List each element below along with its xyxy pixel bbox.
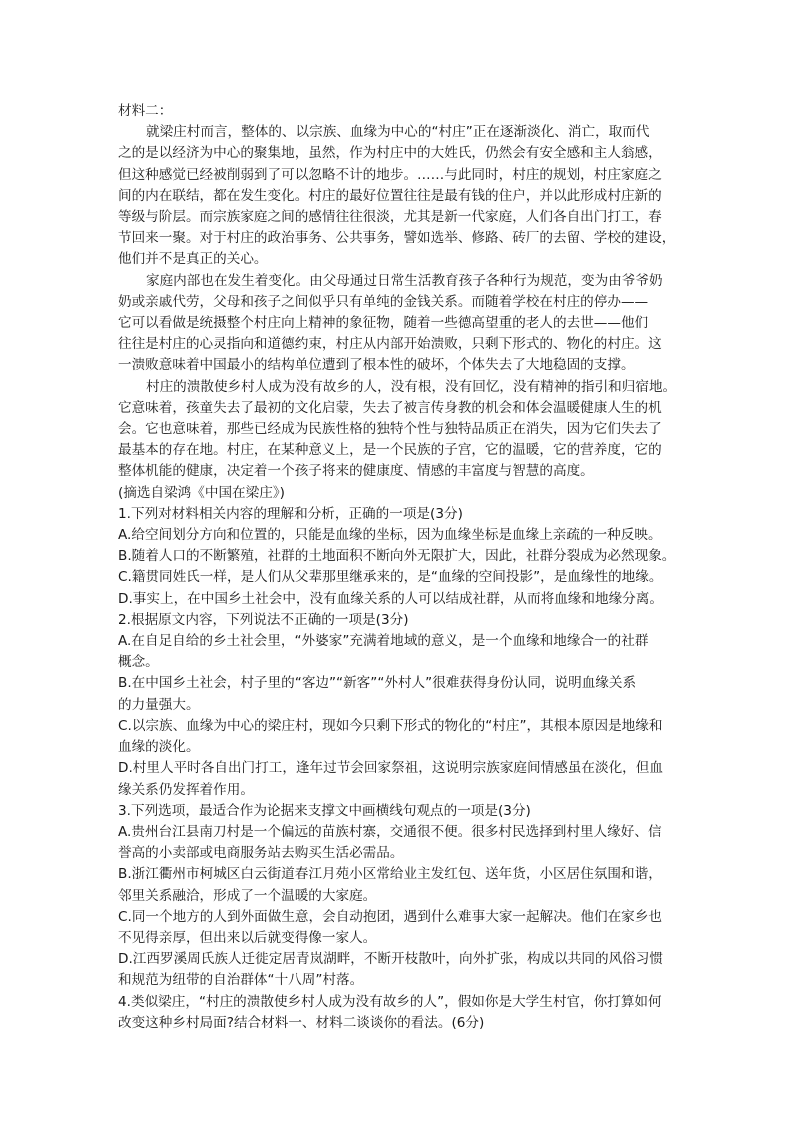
text-line: 整体机能的健康，决定着一个孩子将来的健康度、情感的丰富度与智慧的高度。	[118, 463, 594, 480]
paragraph-2	[118, 271, 680, 377]
source-citation: (摘选自梁鸿《中国在梁庄》)	[118, 484, 285, 501]
text-line: 他们并不是真正的关心。	[118, 251, 268, 268]
option-c: C.同一个地方的人到外面做生意，会自动抱团，遇到什么难事大家一起解决。他们在家乡也	[118, 908, 662, 925]
option-b: B.随着人口的不断繁殖，社群的土地面积不断向外无限扩大，因此，社群分裂成为必然现象。	[118, 548, 676, 565]
text-line: 它意味着，孩童失去了最初的文化启蒙，失去了被言传身教的机会和体会温暖健康人生的机	[118, 399, 662, 416]
question-stem-cont: 改变这种乡村局面?结合材料一、材料二谈谈你的看法。(6分)	[118, 1014, 485, 1031]
text-line: 等级与阶层。而宗族家庭之间的感情往往很淡，尤其是新一代家庭，人们各自出门打工，春	[118, 209, 662, 226]
text-line: 间的内在联结，都在发生变化。村庄的最好位置往往是最有钱的住户，并以此形成村庄新的	[118, 187, 662, 204]
text-line: 但这种感觉已经被削弱到了可以忽略不计的地步。……与此同时，村庄的规划，村庄家庭之	[118, 166, 662, 183]
paragraph-1	[118, 122, 680, 270]
document-page	[118, 101, 680, 1034]
question-stem: 1.下列对材料相关内容的理解和分析，正确的一项是(3分)	[118, 505, 463, 522]
option-a-cont: 概念。	[118, 654, 159, 671]
question-stem: 2.根据原文内容，下列说法不正确的一项是(3分)	[118, 611, 409, 628]
option-c: C.以宗族、血缘为中心的梁庄村，现如今只剩下形式的物化的“村庄”，其根本原因是地缘和	[118, 717, 663, 734]
option-d-cont: 和规范为纽带的自治群体“十八周”村落。	[118, 972, 364, 989]
text-line: 它可以看做是统摄整个村庄向上精神的象征物，随着一些德高望重的老人的去世——他们	[118, 315, 649, 332]
text-line: 会。它也意味着，那些已经成为民族性格的独特个性与独特品质正在消失，因为它们失去了	[118, 421, 662, 438]
text-line: 往往是村庄的心灵指向和道德约束，村庄从内部开始溃败，只剩下形式的、物化的村庄。这	[118, 336, 662, 353]
text-line: 节回来一聚。对于村庄的政治事务、公共事务，譬如选举、修路、砖厂的去留、学校的建设，	[118, 230, 676, 247]
question-stem: 4.类似梁庄，“村庄的溃散使乡村人成为没有故乡的人”，假如你是大学生村官，你打算如何	[118, 993, 662, 1010]
option-a-cont: 誉高的小卖部或电商服务站去购买生活必需品。	[118, 845, 404, 862]
option-c-cont: 血缘的淡化。	[118, 739, 200, 756]
question-stem: 3.下列选项，最适合作为论据来支撑文中画横线句观点的一项是(3分)	[118, 802, 531, 819]
option-a: A.在自足自给的乡土社会里，“外婆家”充满着地域的意义，是一个血缘和地缘合一的社群	[118, 633, 649, 650]
option-b: B.在中国乡土社会，村子里的“客边”“新客”“外村人”很难获得身份认同，说明血缘关系	[118, 675, 637, 692]
text-line: 就梁庄村而言，整体的、以宗族、血缘为中心的“村庄”正在逐渐淡化、消亡，取而代	[146, 124, 650, 141]
paragraph-3	[118, 377, 680, 483]
text-line: 家庭内部也在发生着变化。由父母通过日常生活教育孩子各种行为规范，变为由爷爷奶	[146, 272, 663, 289]
option-b-cont: 的力量强大。	[118, 696, 200, 713]
text-line: 村庄的溃散使乡村人成为没有故乡的人，没有根，没有回忆，没有精神的指引和归宿地。	[146, 378, 677, 395]
option-a: A.给空间划分方向和位置的，只能是血缘的坐标，因为血缘坐标是血缘上亲疏的一种反映。	[118, 527, 662, 544]
text-line: 最基本的存在地。村庄，在某种意义上，是一个民族的子宫，它的温暖，它的营养度，它的	[118, 442, 662, 459]
question-1	[118, 504, 680, 610]
question-4	[118, 992, 680, 1034]
option-d-cont: 缘关系仍发挥着作用。	[118, 781, 254, 798]
option-d: D.村里人平时各自出门打工，逢年过节会回家祭祖，这说明宗族家庭间情感虽在淡化，但血	[118, 760, 663, 777]
option-b-cont: 邻里关系融洽，形成了一个温暖的大家庭。	[118, 887, 377, 904]
text-line: 之的是以经济为中心的聚集地，虽然，作为村庄中的大姓氏，仍然会有安全感和主人翁感，	[118, 145, 662, 162]
option-a: A.贵州台江县南刀村是一个偏远的苗族村寨，交通很不便。很多村民选择到村里人缘好、信	[118, 823, 662, 840]
option-c: C.籍贯同姓氏一样，是人们从父辈那里继承来的，是“血缘的空间投影”，是血缘性的地缘。	[118, 569, 663, 586]
question-2	[118, 610, 680, 801]
material-label: 材料二：	[118, 103, 173, 119]
option-c-cont: 不见得亲厚，但出来以后就变得像一家人。	[118, 929, 377, 946]
question-3	[118, 801, 680, 992]
option-d: D.江西罗溪周氏族人迁徙定居青岚湖畔，不断开枝散叶，向外扩张，构成以共同的风俗习惯	[118, 951, 663, 968]
text-line: 一溃败意味着中国最小的结构单位遭到了根本性的破坏，个体失去了大地稳固的支撑。	[118, 357, 635, 374]
option-b: B.浙江衢州市柯城区白云街道春江月苑小区常给业主发红包、送年货，小区居住氛围和谐，	[118, 866, 662, 883]
option-d: D.事实上，在中国乡土社会中，没有血缘关系的人可以结成社群，从而将血缘和地缘分离。	[118, 590, 663, 607]
text-line: 奶或亲戚代劳，父母和孩子之间似乎只有单纯的金钱关系。而随着学校在村庄的停办——	[118, 293, 649, 310]
